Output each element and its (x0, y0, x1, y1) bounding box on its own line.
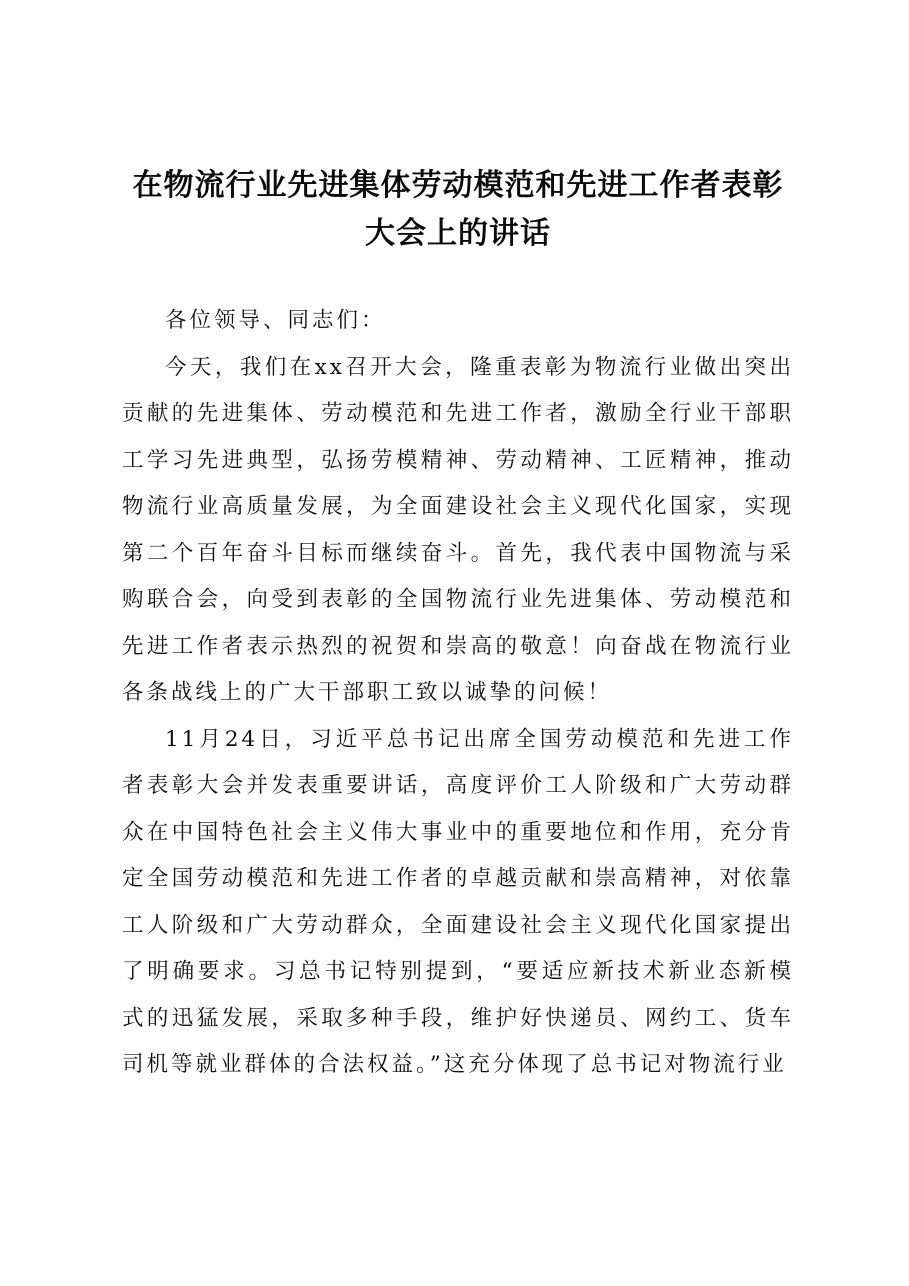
paragraph: 11月24日，习近平总书记出席全国劳动模范和先进工作者表彰大会并发表重要讲话，高度评价工人阶级和广大劳动群众在中国特色社会主义伟大事业中的重要地位和作用，充分肯定全国劳动模范和先进工作者的卓越贡献和崇高精神，对依靠工人阶级和广大劳动群众，全面建设社会主义现代化国家提出了明确要求。习总书记特别提到，“要适应新技术新业态新模式的迅猛发展，采取多种手段，维护好快递员、网约工、货车司机等就业群体的合法权益。”这充分体现了总书记对物流行业 (122, 726, 794, 1077)
salutation: 各位领导、同志们： (165, 308, 386, 333)
paragraph: 今天，我们在xx召开大会，隆重表彰为物流行业做出突出贡献的先进集体、劳动模范和先进工作者，激励全行业干部职工学习先进典型，弘扬劳模精神、劳动精神、工匠精神，推动物流行业高质量发展，为全面建设社会主义现代化国家，实现第二个百年奋斗目标而继续奋斗。首先，我代表中国物流与采购联合会，向受到表彰的全国物流行业先进集体、劳动模范和先进工作者表示热烈的祝贺和崇高的敬意！向奋战在物流行业各条战线上的广大干部职工致以诚挚的问候！ (122, 354, 794, 705)
document-title: 在物流行业先进集体劳动模范和先进工作者表彰大会上的讲话 (132, 168, 784, 251)
document-body (122, 298, 794, 1089)
